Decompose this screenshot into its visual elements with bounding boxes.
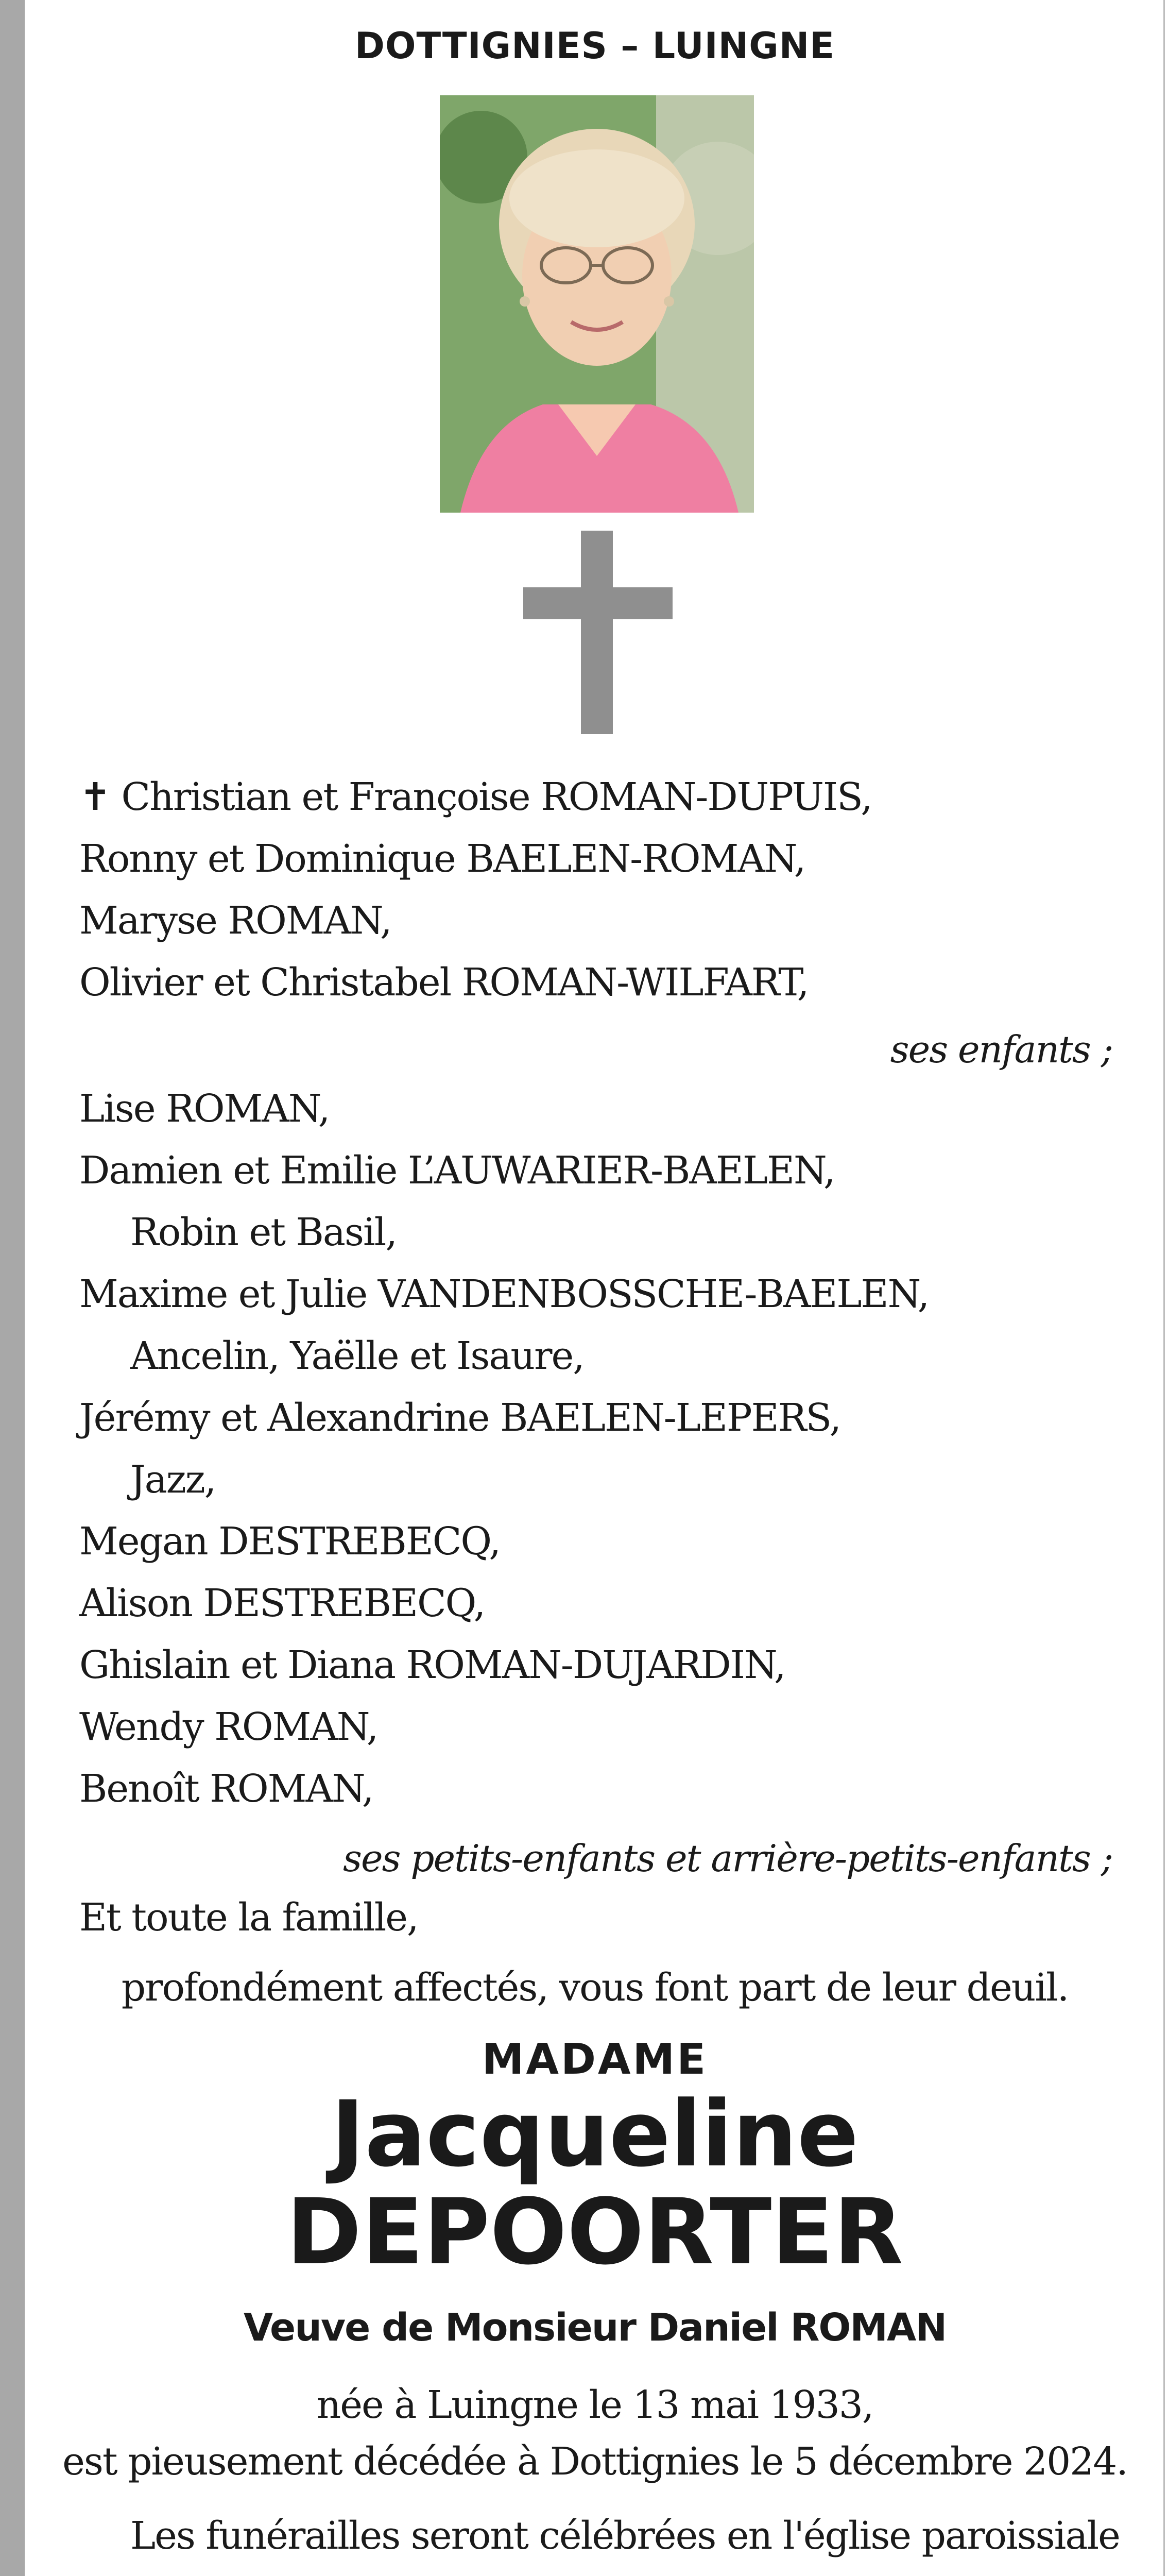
whole-family-line: Et toute la famille,: [79, 1895, 418, 1940]
child-entry: Olivier et Christabel ROMAN-WILFART,: [79, 960, 809, 1005]
grandchild-entry: Lise ROMAN,: [79, 1087, 330, 1131]
grandchild-entry: Jazz,: [130, 1458, 216, 1502]
child-entry: Maryse ROMAN,: [79, 899, 391, 943]
grandchild-entry: Ancelin, Yaëlle et Isaure,: [130, 1334, 584, 1378]
grandchild-entry: Alison DESTREBECQ,: [79, 1581, 485, 1625]
grandchild-entry: Robin et Basil,: [130, 1210, 397, 1255]
funeral-line-1: Les funérailles seront célébrées en l'église paroissiale: [130, 2514, 1120, 2558]
deceased-title: MADAME: [482, 2035, 708, 2084]
deceased-first-name: Jacqueline: [331, 2081, 859, 2187]
grandchild-entry: Megan DESTREBECQ,: [79, 1519, 500, 1564]
grandchild-entry: Jérémy et Alexandrine BAELEN-LEPERS,: [79, 1396, 840, 1440]
portrait-illustration: [440, 95, 754, 513]
grandchild-entry: Benoît ROMAN,: [79, 1767, 373, 1811]
grandchild-entry: Maxime et Julie VANDENBOSSCHE-BAELEN,: [79, 1272, 929, 1316]
child-entry: ✝ Christian et Françoise ROMAN-DUPUIS,: [79, 775, 872, 819]
child-entry: Ronny et Dominique BAELEN-ROMAN,: [79, 837, 805, 881]
portrait-photo: [440, 95, 754, 513]
grandchild-entry: Damien et Emilie L’AUWARIER-BAELEN,: [79, 1148, 835, 1193]
grandchild-entry: Wendy ROMAN,: [79, 1705, 378, 1749]
cross-symbol: [523, 531, 673, 734]
children-label: ses enfants ;: [890, 1028, 1112, 1071]
deceased-last-name: DEPOORTER: [286, 2179, 903, 2285]
announcement-line: profondément affectés, vous font part de leur deuil.: [121, 1965, 1069, 2010]
locality-heading: DOTTIGNIES – LUINGNE: [354, 25, 835, 67]
death-line: est pieusement décédée à Dottignies le 5 décembre 2024.: [62, 2439, 1127, 2484]
widow-of-line: Veuve de Monsieur Daniel ROMAN: [243, 2306, 947, 2350]
birth-line: née à Luingne le 13 mai 1933,: [316, 2383, 873, 2427]
grandchildren-label: ses petits-enfants et arrière-petits-enfants ;: [343, 1837, 1112, 1880]
left-margin-bar: [0, 0, 25, 2576]
obituary-notice: [25, 0, 1165, 2576]
grandchild-entry: Ghislain et Diana ROMAN-DUJARDIN,: [79, 1643, 785, 1687]
